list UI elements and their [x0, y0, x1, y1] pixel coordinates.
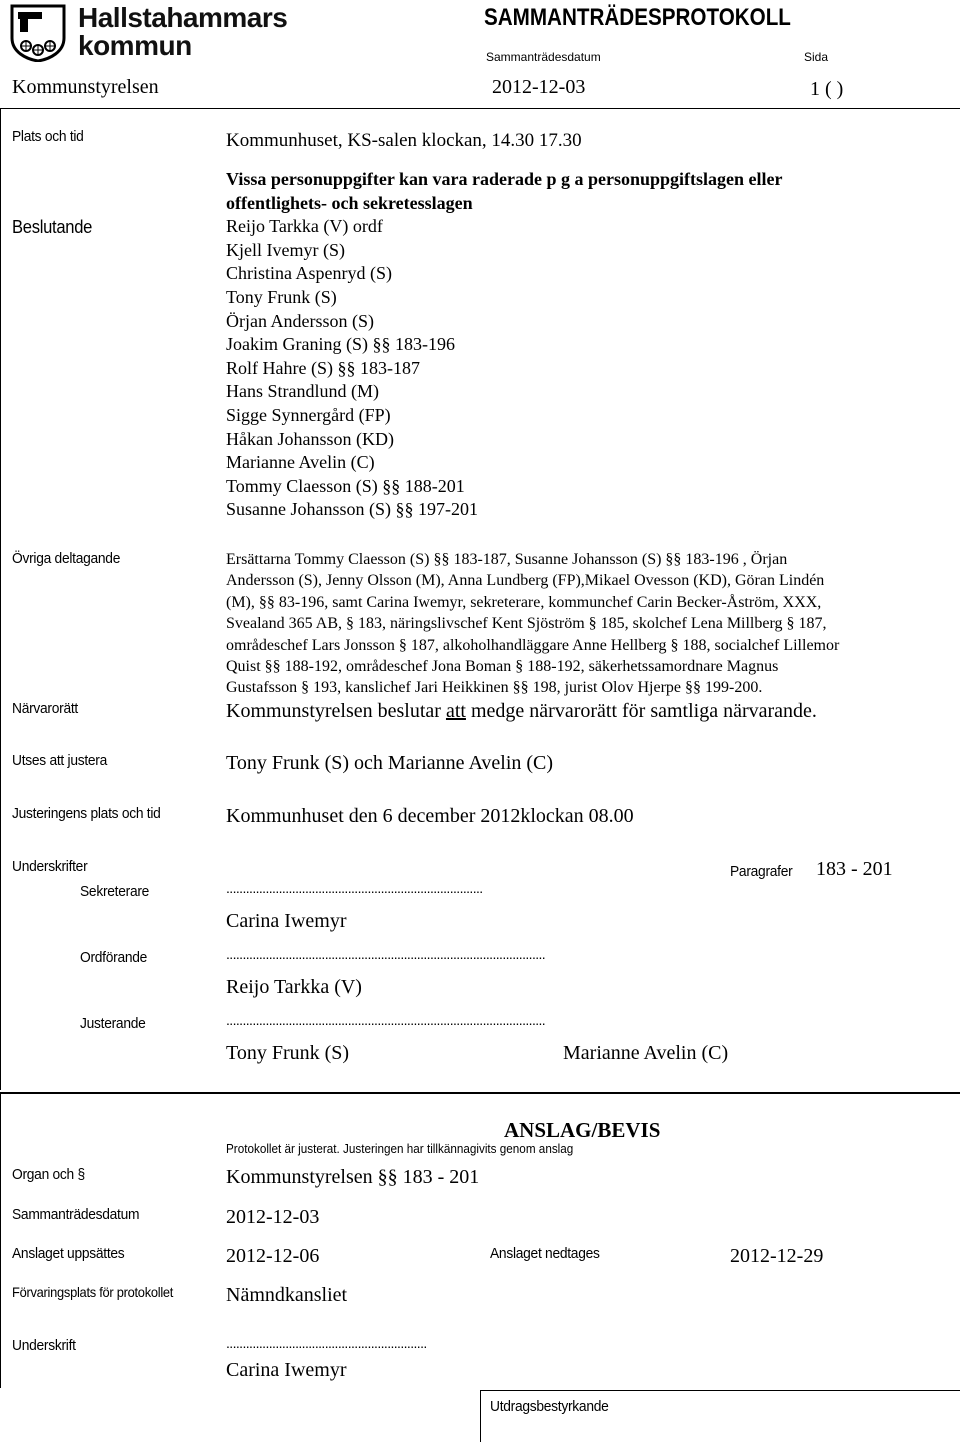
- certified-box-top: [480, 1390, 960, 1391]
- date-column-label: Sammanträdesdatum: [486, 50, 601, 64]
- adjuster-name-1: Tony Frunk (S): [226, 1042, 350, 1064]
- member-list: [226, 215, 783, 522]
- member: Reijo Tarkka (V) ordf: [226, 216, 383, 237]
- adjuster-label: Justerande: [80, 1015, 146, 1032]
- signature-line: ..............................................................................: [226, 880, 483, 896]
- notice-note: Protokollet är justerat. Justeringen har tillkännagivits genom anslag: [226, 1141, 574, 1156]
- storage-value: Nämndkansliet: [226, 1284, 348, 1306]
- notice-left-border: [0, 1094, 1, 1388]
- others-line: (M), §§ 83-196, samt Carina Iwemyr, sekreterare, kommunchef Carin Becker-Åström, XXX,: [226, 593, 822, 611]
- others-line: Gustafsson § 193, kanslichef Jari Heikkinen §§ 198, jurist Olov Hjerpe §§ 199-200.: [226, 679, 763, 697]
- page-column-label: Sida: [804, 50, 829, 64]
- adjust-place-value: Kommunhuset den 6 december 2012klockan 08.00: [226, 805, 634, 827]
- organ-label: Organ och §: [12, 1166, 85, 1183]
- secretary-name: Carina Iwemyr: [226, 910, 347, 932]
- member: Kjell Ivemyr (S): [226, 239, 345, 260]
- coat-of-arms-icon: [10, 4, 66, 62]
- storage-label: Förvaringsplats för protokollet: [12, 1284, 174, 1300]
- document-type: SAMMANTRÄDESPROTOKOLL: [484, 4, 791, 31]
- member: Susanne Johansson (S) §§ 197-201: [226, 499, 478, 520]
- page-number: 1 ( ): [810, 78, 844, 100]
- presence-underlined: att: [445, 700, 466, 722]
- others-line: Andersson (S), Jenny Olsson (M), Anna Lundberg (FP),Mikael Ovesson (KD), Göran Lindén: [226, 572, 825, 590]
- meeting-date: 2012-12-03: [492, 76, 586, 98]
- signatures-label: Underskrifter: [12, 858, 88, 875]
- notice-title: ANSLAG/BEVIS: [504, 1118, 661, 1142]
- chair-name: Reijo Tarkka (V): [226, 976, 362, 998]
- member: Hans Strandlund (M): [226, 381, 379, 402]
- deciding-block: [226, 168, 783, 522]
- place-value: Kommunhuset, KS-salen klockan, 14.30 17.30: [226, 130, 582, 151]
- member: Sigge Synnergård (FP): [226, 404, 391, 425]
- removed-label: Anslaget nedtages: [490, 1245, 600, 1262]
- others-line: Svealand 365 AB, § 183, näringslivschef Kent Sjöström § 185, skolchef Lena Millberg § 187,: [226, 615, 827, 633]
- notice-date-value: 2012-12-03: [226, 1206, 320, 1228]
- member: Tommy Claesson (S) §§ 188-201: [226, 475, 465, 496]
- member: Rolf Hahre (S) §§ 183-187: [226, 357, 420, 378]
- presence-text: medge närvarorätt för samtliga närvarande.: [465, 700, 817, 722]
- organ-value: Kommunstyrelsen §§ 183 - 201: [226, 1166, 480, 1188]
- chair-label: Ordförande: [80, 949, 148, 966]
- municipality-logo: [10, 2, 288, 62]
- notice-signature-label: Underskrift: [12, 1337, 76, 1354]
- certified-label: Utdragsbestyrkande: [490, 1398, 609, 1415]
- signature-line: .................................................................................................: [226, 1012, 546, 1028]
- others-line: områdeschef Lars Jonsson § 187, alkoholhandläggare Anne Hellberg § 188, socialchef Lillemor: [226, 636, 840, 654]
- secretary-label: Sekreterare: [80, 883, 150, 900]
- paragraphs-label: Paragrafer: [730, 863, 793, 880]
- posted-label: Anslaget uppsättes: [12, 1245, 125, 1262]
- member: Christina Aspenryd (S): [226, 263, 392, 284]
- presence-decision: [226, 700, 817, 723]
- member: Tony Frunk (S): [226, 286, 337, 307]
- member: Håkan Johansson (KD): [226, 428, 394, 449]
- notice-divider: [0, 1092, 960, 1094]
- posted-value: 2012-12-06: [226, 1245, 320, 1267]
- committee-name: Kommunstyrelsen: [12, 76, 159, 98]
- others-line: Quist §§ 188-192, områdeschef Jona Boman § 188-192, säkerhetssamordnare Magnus: [226, 658, 779, 676]
- left-border: [0, 108, 1, 1090]
- logo-line-2: kommun: [78, 30, 192, 61]
- adjust-label: Utses att justera: [12, 752, 108, 769]
- notice-signature-name: Carina Iwemyr: [226, 1359, 347, 1381]
- privacy-note: offentlighets- och sekretesslagen: [226, 192, 473, 213]
- member: Örjan Andersson (S): [226, 310, 374, 331]
- adjuster-name-2: Marianne Avelin (C): [563, 1042, 729, 1064]
- signature-line: .................................................................................................: [226, 946, 546, 962]
- notice-date-label: Sammanträdesdatum: [12, 1206, 140, 1223]
- logo-line-1: Hallstahammars: [78, 2, 288, 33]
- adjust-value: Tony Frunk (S) och Marianne Avelin (C): [226, 752, 554, 774]
- others-line: Ersättarna Tommy Claesson (S) §§ 183-187, Susanne Johansson (S) §§ 183-196 , Örjan: [226, 551, 788, 568]
- certified-box-left: [480, 1390, 481, 1442]
- header-divider: [0, 108, 960, 109]
- others-label: Övriga deltagande: [12, 550, 121, 567]
- presence-text: Kommunstyrelsen beslutar: [226, 700, 446, 722]
- presence-label: Närvarorätt: [12, 700, 78, 717]
- paragraphs-value: 183 - 201: [816, 858, 893, 880]
- removed-value: 2012-12-29: [730, 1245, 824, 1267]
- member: Marianne Avelin (C): [226, 452, 375, 473]
- place-label: Plats och tid: [12, 128, 84, 145]
- signature-line: .............................................................: [226, 1335, 427, 1351]
- deciding-label: Beslutande: [12, 217, 93, 237]
- member: Joakim Graning (S) §§ 183-196: [226, 334, 455, 355]
- adjust-place-label: Justeringens plats och tid: [12, 805, 161, 822]
- others-block: [226, 549, 839, 699]
- privacy-note: Vissa personuppgifter kan vara raderade p g a personuppgiftslagen eller: [226, 169, 783, 189]
